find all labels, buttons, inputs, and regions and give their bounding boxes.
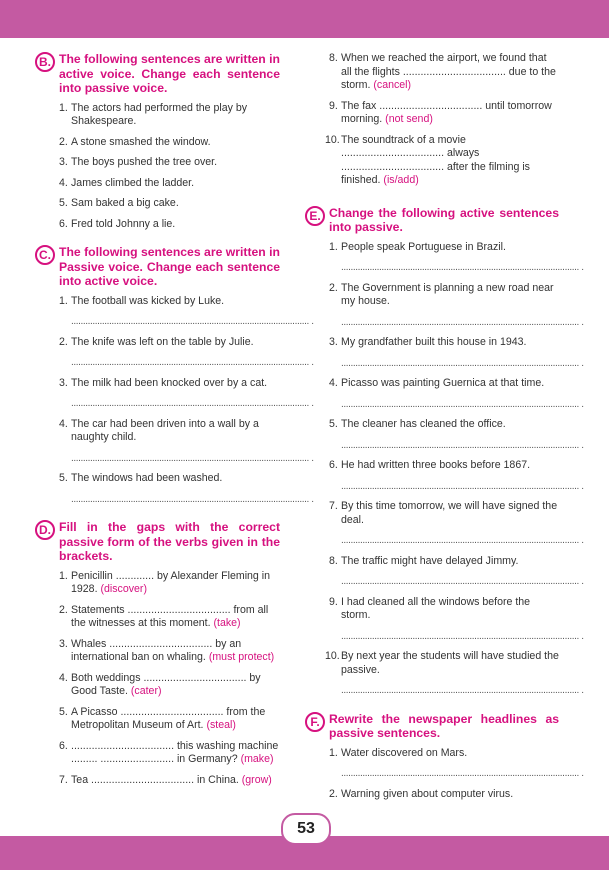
list-item: 1. People speak Portuguese in Brazil. .................................................................................................... . [329, 240, 584, 273]
list-item: 1. Penicillin ............. by Alexander Fleming in 1928. (discover) [59, 569, 271, 595]
list-item: 6. He had written three books before 1867. .................................................................................................... . [329, 459, 584, 492]
answer-line[interactable]: .................................................................................................... . [341, 357, 584, 369]
list-item: 4. James climbed the ladder. [59, 176, 195, 189]
section-c-badge: C. [35, 245, 55, 265]
section-d-badge: D. [35, 520, 55, 540]
list-item: 5. A Picasso ................................... from the Metropolitan Museum of Art. (steal) [59, 705, 266, 731]
list-item: 3. The milk had been knocked over by a cat. .................................................................................................... . [59, 376, 314, 409]
list-item: 3. Whales ................................... by an international ban on whaling. (must protect) [59, 637, 275, 663]
list-item: 6. ................................... this washing machine ......... ......................... in Germany? (make) [59, 739, 279, 765]
list-item: 5. Sam baked a big cake. [59, 197, 179, 209]
verb-hint: (take) [213, 617, 241, 629]
section-b-badge: B. [35, 52, 55, 72]
list-item: 5. The cleaner has cleaned the office. .................................................................................................... . [329, 418, 584, 451]
answer-line[interactable]: .................................................................................................... . [341, 576, 584, 587]
answer-line[interactable]: .................................................................................................... . [71, 398, 314, 409]
answer-line[interactable]: .................................................................................................... . [341, 685, 584, 696]
right-column [305, 52, 584, 815]
list-item: 4. Picasso was painting Guernica at that time. .................................................................................................... . [329, 377, 584, 410]
answer-line[interactable]: .................................................................................................... . [71, 493, 314, 505]
verb-hint: (steal) [206, 719, 236, 731]
list-item: 8. The traffic might have delayed Jimmy. .................................................................................................... . [329, 554, 584, 587]
section-c-heading: The following sentences are written in Passive voice. Change each sentence into active voice. [59, 245, 280, 288]
list-item: 5. The windows had been washed. .................................................................................................... . [59, 472, 314, 505]
verb-hint: (grow) [241, 773, 272, 786]
section-f-badge: F. [305, 712, 325, 732]
list-item: 9. I had cleaned all the windows before the storm. .................................................................................................... . [329, 595, 584, 642]
answer-line[interactable]: .................................................................................................... . [71, 357, 314, 368]
answer-line[interactable]: .................................................................................................... . [341, 630, 584, 642]
section-c [35, 245, 314, 506]
list-item: 2. The Government is planning a new road near my house. .................................................................................................... . [329, 281, 584, 328]
verb-hint: (discover) [100, 583, 147, 595]
section-e-heading: Change the following active sentences into passive. [329, 205, 559, 234]
list-item: 4. Both weddings ................................... by Good Taste. (cater) [59, 671, 261, 697]
verb-hint: (must protect) [208, 651, 275, 663]
left-column [35, 52, 314, 801]
verb-hint: (cater) [130, 685, 162, 697]
list-item: 1. The football was kicked by Luke. .................................................................................................... . [59, 294, 314, 327]
answer-line[interactable]: .................................................................................................... . [341, 535, 584, 546]
list-item: 6. Fred told Johnny a lie. [59, 217, 176, 230]
verb-hint: (is/add) [383, 174, 419, 186]
section-f [305, 711, 584, 802]
section-b [35, 52, 280, 231]
section-e-badge: E. [305, 206, 325, 226]
answer-line[interactable]: .................................................................................................... . [341, 398, 584, 410]
list-item: 3. The boys pushed the tree over. [59, 156, 218, 168]
list-item: 9. The fax ................................... until tomorrow morning. (not send) [329, 99, 552, 125]
answer-line[interactable]: .................................................................................................... . [341, 316, 584, 328]
answer-line[interactable]: .................................................................................................... . [341, 768, 584, 779]
answer-line[interactable]: .................................................................................................... . [71, 452, 314, 464]
verb-hint: (make) [240, 753, 274, 765]
list-item: 2. The knife was left on the table by Julie. .................................................................................................... . [59, 335, 314, 368]
list-item: 2. A stone smashed the window. [59, 135, 211, 148]
list-item: 4. The car had been driven into a wall by a naughty child. .................................................................................................... . [59, 417, 314, 464]
answer-line[interactable]: .................................................................................................... . [341, 439, 584, 451]
list-item: 7. By this time tomorrow, we will have signed the deal. .................................................................................................... . [329, 500, 584, 546]
list-item: 8. When we reached the airport, we found that all the flights ................................... due to the storm. (cancel) [329, 52, 556, 91]
answer-line[interactable]: .................................................................................................... . [341, 262, 584, 273]
list-item: 1. The actors had performed the play by Shakespeare. [59, 101, 248, 127]
section-b-heading: The following sentences are written in active voice. Change each sentence into passive voice. [59, 52, 280, 95]
list-item: 10. By next year the students will have studied the passive. .................................................................................................... . [325, 650, 584, 696]
verb-hint: (not send) [385, 113, 433, 125]
list-item: 7. Tea ................................... in China. (grow) [59, 773, 272, 786]
section-d-heading: Fill in the gaps with the correct passive form of the verbs given in the brackets. [59, 520, 280, 563]
list-item: 1. Water discovered on Mars. .................................................................................................... . [329, 746, 584, 779]
answer-line[interactable]: .................................................................................................... . [71, 316, 314, 327]
section-d [35, 520, 280, 787]
page-number: 53 [281, 813, 331, 845]
list-item: 2. Statements ................................... from all the witnesses at this moment. (take) [59, 603, 269, 629]
verb-hint: (cancel) [373, 79, 412, 91]
section-f-heading: Rewrite the newspaper headlines as passive sentences. [329, 711, 559, 740]
top-band [0, 0, 609, 38]
list-item: 10. The soundtrack of a movie ................................... always ................................... after the filming is finished. (is/add) [325, 133, 530, 186]
section-e [305, 205, 584, 698]
answer-line[interactable]: .................................................................................................... . [341, 480, 584, 492]
list-item: 3. My grandfather built this house in 1943. .................................................................................................... . [329, 336, 584, 369]
list-item: 2. Warning given about computer virus. [329, 787, 514, 800]
section-d-continued [305, 52, 559, 188]
